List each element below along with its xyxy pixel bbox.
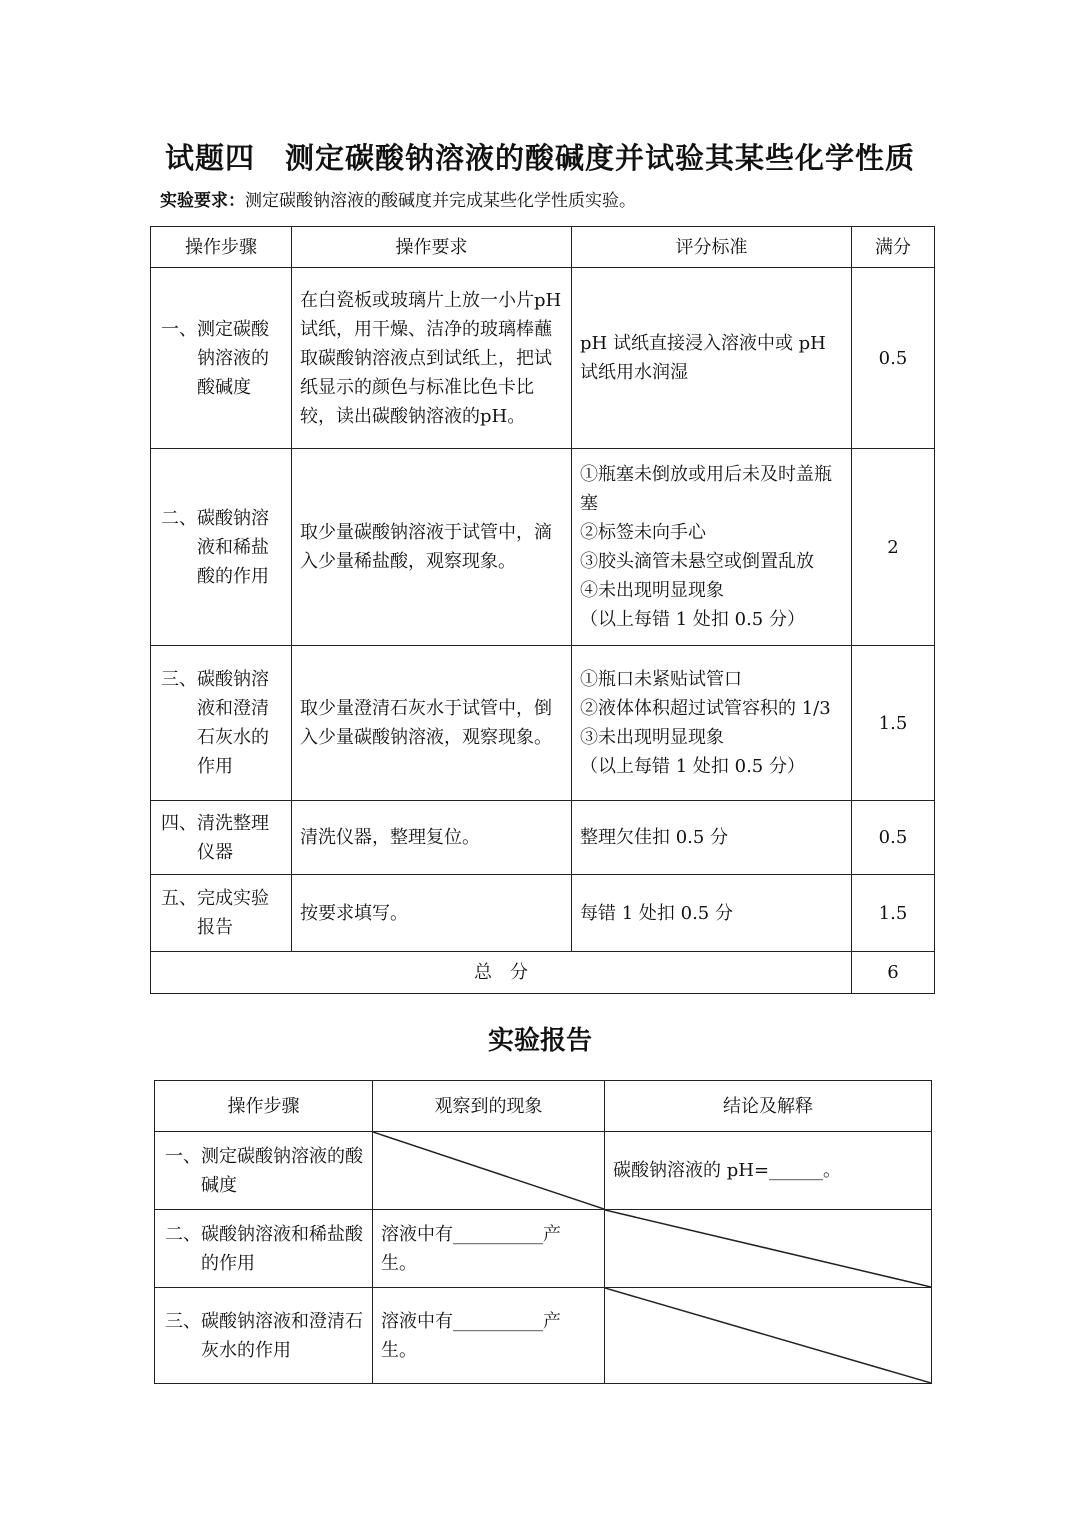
conclusion-cell-crossed [605, 1288, 932, 1384]
criteria-line: 整理欠佳扣 0.5 分 [580, 827, 729, 848]
header-requirement: 操作要求 [292, 227, 572, 268]
step-number: 三、 [165, 1310, 201, 1332]
step-number: 一、 [165, 1145, 201, 1167]
table-row [151, 646, 935, 801]
step-number: 二、 [161, 507, 197, 529]
criteria-note: （以上每错 1 处扣 0.5 分） [580, 756, 805, 777]
diagonal-strike [605, 1210, 931, 1287]
criteria-line: ①瓶口未紧贴试管口 [580, 669, 742, 690]
requirement-cell: 取少量碳酸钠溶液于试管中，滴入少量稀盐酸，观察现象。 [292, 449, 572, 646]
score-cell: 0.5 [852, 801, 935, 875]
report-title: 实验报告 [487, 1026, 592, 1056]
score-cell: 0.5 [852, 268, 935, 449]
step-name: 碳酸钠溶液和澄清石灰水的作用 [201, 1310, 363, 1361]
requirement-cell: 在白瓷板或玻璃片上放一小片pH 试纸，用干燥、洁净的玻璃棒蘸取碳酸钠溶液点到试纸上，把试纸显示的颜色与标准比色卡比较，读出碳酸钠溶液的pH。 [292, 268, 572, 449]
diagonal-strike [373, 1132, 604, 1209]
step-name: 测定碳酸钠溶液的酸碱度 [201, 1145, 363, 1196]
table-row [151, 449, 935, 646]
header-criteria: 评分标准 [572, 227, 852, 268]
step-number: 三、 [161, 669, 197, 690]
header-step: 操作步骤 [151, 227, 292, 268]
conclusion-cell: 碳酸钠溶液的 pH=______。 [605, 1132, 932, 1210]
criteria-note: （以上每错 1 处扣 0.5 分） [580, 609, 805, 630]
step-cell [151, 449, 292, 646]
page-title: 试题四 测定碳酸钠溶液的酸碱度并试验其某些化学性质 [164, 141, 915, 175]
step-number: 一、 [161, 318, 197, 340]
requirement-label: 实验要求： [160, 191, 245, 211]
experiment-requirement [160, 186, 636, 211]
total-label: 总 分 [151, 952, 852, 994]
report-header-observation: 观察到的现象 [373, 1081, 605, 1132]
total-score: 6 [852, 952, 935, 994]
scoring-header-row [151, 227, 935, 268]
requirement-text: 测定碳酸钠溶液的酸碱度并完成某些化学性质实验。 [245, 191, 636, 211]
table-row [151, 875, 935, 952]
scoring-table [150, 226, 935, 994]
step-name: 碳酸钠溶液和澄清石灰水的作用 [197, 669, 269, 777]
step-cell [155, 1210, 373, 1288]
criteria-cell [572, 449, 852, 646]
report-header-row [155, 1081, 932, 1132]
table-row [151, 268, 935, 449]
step-name: 清洗整理仪器 [197, 812, 269, 863]
criteria-line: ③未出现明显现象 [580, 727, 724, 748]
requirement-cell: 按要求填写。 [292, 875, 572, 952]
criteria-line: ②液体体积超过试管容积的 1/3 [580, 698, 831, 719]
conclusion-cell-crossed [605, 1210, 932, 1288]
step-number: 四、 [161, 812, 197, 834]
score-cell: 2 [852, 449, 935, 646]
report-table [154, 1080, 932, 1384]
table-row [155, 1132, 932, 1210]
step-cell [155, 1288, 373, 1384]
step-cell [155, 1132, 373, 1210]
step-cell [151, 646, 292, 801]
step-cell [151, 875, 292, 952]
step-cell [151, 268, 292, 449]
requirement-cell: 取少量澄清石灰水于试管中，倒入少量碳酸钠溶液，观察现象。 [292, 646, 572, 801]
observation-cell: 溶液中有__________产生。 [373, 1288, 605, 1384]
header-score: 满分 [852, 227, 935, 268]
total-row [151, 952, 935, 994]
step-name: 完成实验报告 [197, 888, 269, 938]
step-name: 测定碳酸钠溶液的酸碱度 [197, 318, 269, 398]
observation-cell-crossed [373, 1132, 605, 1210]
criteria-line: pH 试纸直接浸入溶液中或 pH 试纸用水润湿 [580, 333, 826, 383]
score-cell: 1.5 [852, 646, 935, 801]
step-number: 五、 [161, 888, 197, 909]
report-header-conclusion: 结论及解释 [605, 1081, 932, 1132]
table-row [155, 1210, 932, 1288]
step-name: 碳酸钠溶液和稀盐酸的作用 [197, 507, 269, 587]
criteria-line: 每错 1 处扣 0.5 分 [580, 902, 733, 924]
requirement-cell: 清洗仪器，整理复位。 [292, 801, 572, 875]
criteria-cell [572, 875, 852, 952]
table-row [155, 1288, 932, 1384]
criteria-line: ③胶头滴管未悬空或倒置乱放 [580, 551, 814, 572]
step-name: 碳酸钠溶液和稀盐酸的作用 [201, 1223, 363, 1274]
diagonal-strike [605, 1288, 931, 1383]
step-cell [151, 801, 292, 875]
table-row [151, 801, 935, 875]
criteria-line: ②标签未向手心 [580, 522, 706, 543]
step-number: 二、 [165, 1223, 201, 1245]
score-cell: 1.5 [852, 875, 935, 952]
observation-cell: 溶液中有__________产生。 [373, 1210, 605, 1288]
criteria-cell [572, 268, 852, 449]
criteria-cell [572, 646, 852, 801]
criteria-cell [572, 801, 852, 875]
report-header-step: 操作步骤 [155, 1081, 373, 1132]
criteria-line: ④未出现明显现象 [580, 580, 724, 601]
criteria-line: ①瓶塞未倒放或用后未及时盖瓶塞 [580, 464, 832, 514]
